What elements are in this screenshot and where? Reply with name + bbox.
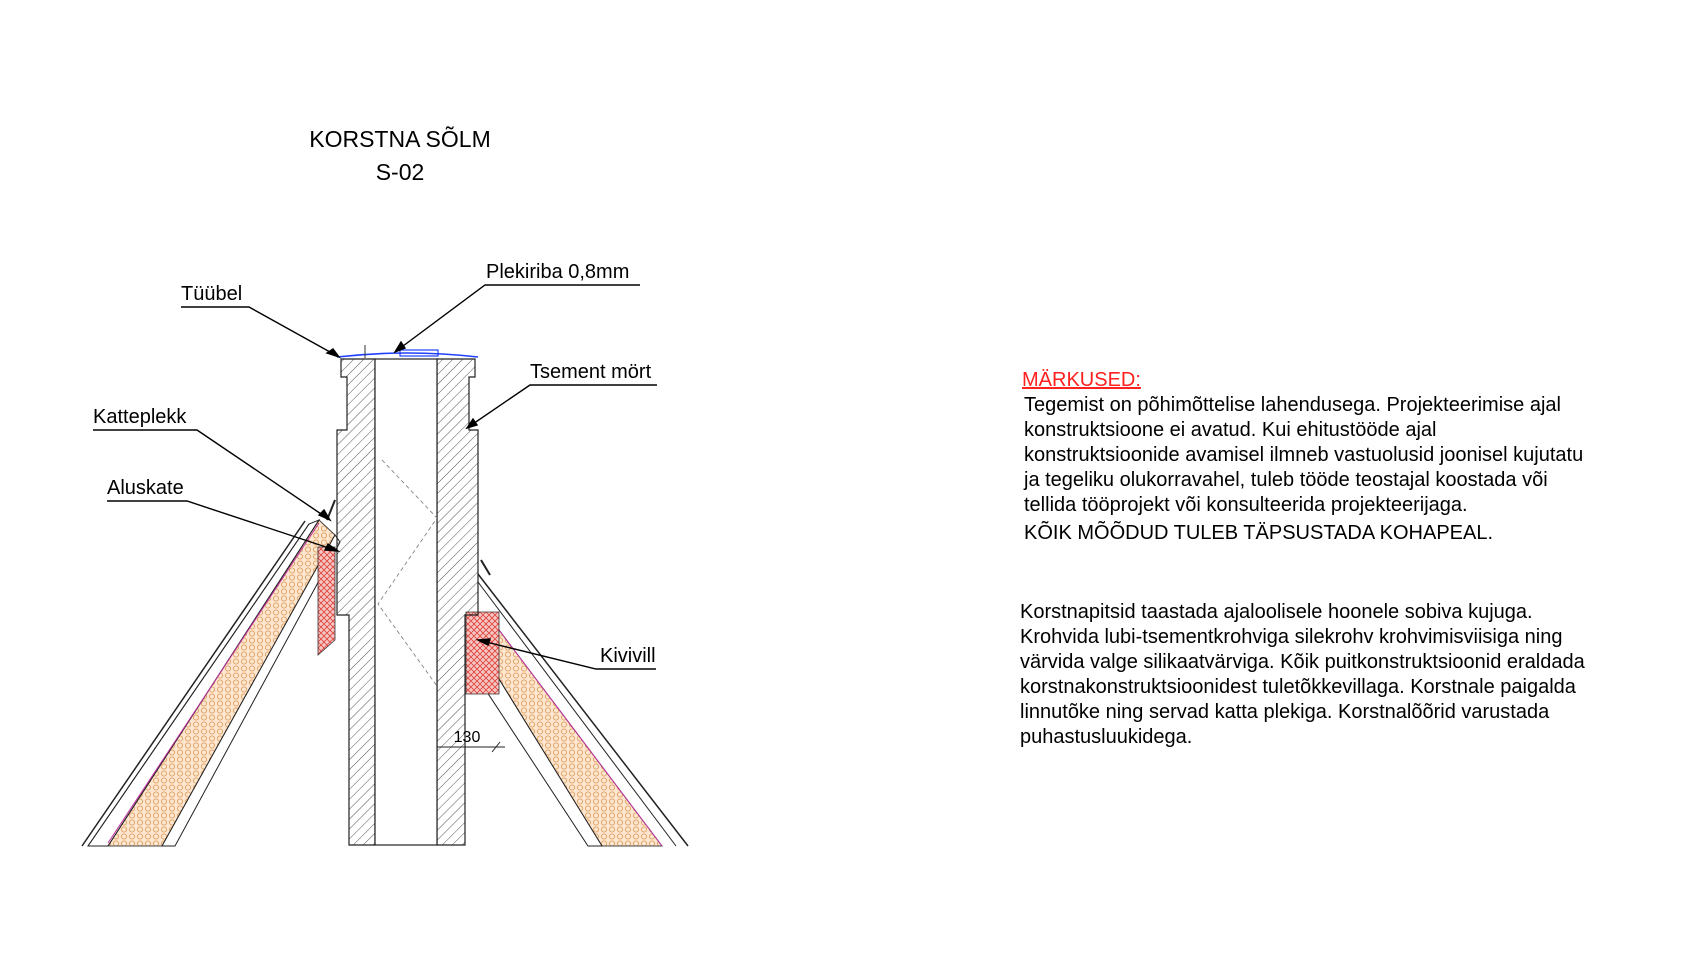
notes-caps-line: KÕIK MÕÕDUD TULEB TÄPSUSTADA KOHAPEAL. xyxy=(1024,522,1494,544)
notes-line: linnutõke ning servad katta plekiga. Korstnalõõrid varustada xyxy=(1020,701,1550,723)
label-plekiriba: Plekiriba 0,8mm xyxy=(486,261,630,283)
chimney-wall-left xyxy=(337,359,375,845)
notes-line: Krohvida lubi-tsementkrohviga silekrohv krohvimisviisiga ning xyxy=(1020,626,1563,648)
notes-line: puhastusluukidega. xyxy=(1020,726,1193,748)
roof-left-battens xyxy=(88,520,319,846)
label-tyybel: Tüübel xyxy=(181,283,243,305)
roof-right xyxy=(466,574,688,846)
roof-left-mineral-wool xyxy=(318,547,335,655)
label-aluskate: Aluskate xyxy=(107,477,184,499)
notes-line: konstruktsioone ei avatud. Kui ehitustööde ajal xyxy=(1024,419,1437,441)
dimension-label: 130 xyxy=(453,729,481,746)
notes-line: konstruktsioonide avamisel ilmneb vastuolusid joonisel kujutatu xyxy=(1024,444,1584,466)
label-kivivill: Kivivill xyxy=(600,645,656,667)
notes-line: korstnakonstruktsioonidest tuletõkkevillaga. Korstnale paigalda xyxy=(1020,676,1576,698)
notes-line: Korstnapitsid taastada ajaloolisele hoonele sobiva kujuga. xyxy=(1020,601,1533,623)
drawing-code: S-02 xyxy=(375,159,425,185)
notes-heading: MÄRKUSED: xyxy=(1022,369,1141,391)
label-tsement-mort: Tsement mört xyxy=(530,361,652,383)
drawing-title: KORSTNA SÕLM xyxy=(309,126,491,152)
chimney-wall-right xyxy=(437,359,478,845)
label-katteplekk: Katteplekk xyxy=(93,406,187,428)
chimney-flue xyxy=(375,359,437,845)
notes-line: ja tegeliku olukorravahel, tuleb tööde teostajal koostada või xyxy=(1024,469,1548,491)
roof-left-insulation xyxy=(108,520,335,846)
roof-left xyxy=(82,520,340,846)
notes-line: Tegemist on põhimõttelise lahendusega. Projekteerimise ajal xyxy=(1024,394,1561,416)
notes-block-2 xyxy=(1020,600,1585,750)
roof-right-mineral-wool xyxy=(466,612,499,694)
notes-line: tellida tööprojekt või konsulteerida projekteerijaga. xyxy=(1024,494,1468,516)
notes-line: värvida valge silikaatvärviga. Kõik puitkonstruktsioonid eraldada xyxy=(1020,651,1585,673)
notes-block-1 xyxy=(1024,393,1583,546)
chimney xyxy=(327,345,490,845)
